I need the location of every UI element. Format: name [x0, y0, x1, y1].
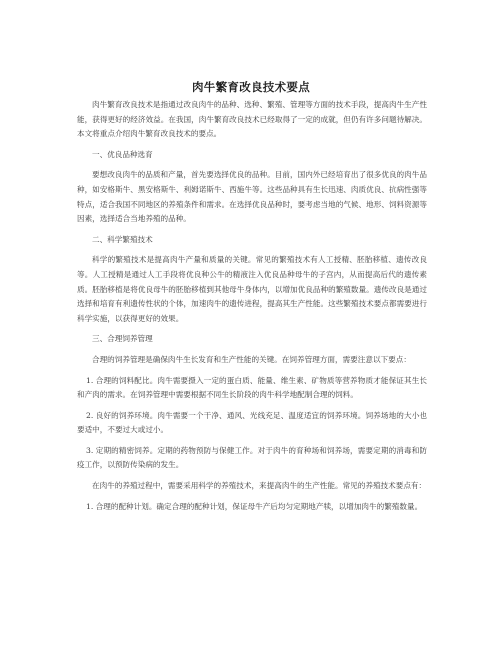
paragraph: 科学的繁殖技术是提高肉牛产量和质量的关键。常见的繁殖技术有人工授精、胚胎移植、遗传改良等。人工授精是通过人工手段将优良种公牛的精液注入优良品种母牛的子宫内，从而提高后代的遗传素质。胚胎移植是将优良母牛的胚胎移植到其他母牛身体内，以增加优良品种的繁殖数量。遗传改良是通过选择和培育有利遗传性状的个体，加速肉牛的遗传进程，提高其生产性能。这些繁殖技术要点都需要进行科学实施，以获得更好的效果。 — [77, 255, 427, 323]
document-title: 肉牛繁育改良技术要点 — [192, 80, 310, 94]
section-heading: 一、优良品种选育 — [92, 149, 153, 159]
paragraph: 要想改良肉牛的品质和产量，首先要选择优良的品种。目前，国内外已经培育出了很多优良的肉牛品种，如安格斯牛、黑安格斯牛、利姆诺斯牛、西施牛等。这些品种具有生长迅速、肉质优良、抗病性强等特点，适合我国不同地区的养殖条件和需求。在选择优良品种时，要考虑当地的气候、地形、饲料资源等因素，选择适合当地养殖的品种。 — [77, 170, 427, 224]
paragraph: 合理的饲养管理是确保肉牛生长发育和生产性能的关键。在饲养管理方面，需要注意以下要点： — [92, 354, 411, 364]
paragraph: 在肉牛的养殖过程中，需要采用科学的养殖技术，来提高肉牛的生产性能。常见的养殖技术要点有： — [92, 481, 427, 491]
list-item: 2. 良好的饲养环境。肉牛需要一个干净、通风、光线充足、温度适宜的饲养环境。饲养场地的大小也要适中，不要过大或过小。 — [77, 410, 427, 435]
section-heading: 三、合理饲养管理 — [92, 334, 153, 344]
list-item: 1. 合理的配种计划。确定合理的配种计划，保证母牛产后均匀定期地产犊，以增加肉牛的繁殖数量。 — [86, 501, 423, 511]
list-item: 3. 定期的精密饲养。定期的药物预防与保健工作。对于肉牛的育种场和饲养场，需要定期的消毒和防疫工作，以预防传染病的发生。 — [77, 445, 427, 470]
list-item: 1. 合理的饲料配比。肉牛需要摄入一定的蛋白质、能量、维生素、矿物质等营养物质才能保证其生长和产肉的需求。在饲养管理中需要根据不同生长阶段的肉牛科学地配制合理的饲料。 — [77, 375, 427, 400]
paragraph: 肉牛繁育改良技术是指通过改良肉牛的品种、选种、繁殖、管理等方面的技术手段，提高肉牛生产性能，获得更好的经济效益。在我国，肉牛繁育改良技术已经取得了一定的成就，但仍有许多问题待解决。本文将重点介绍肉牛繁育改良技术的要点。 — [77, 100, 427, 139]
section-heading: 二、科学繁殖技术 — [92, 234, 153, 244]
document-body — [77, 98, 427, 520]
